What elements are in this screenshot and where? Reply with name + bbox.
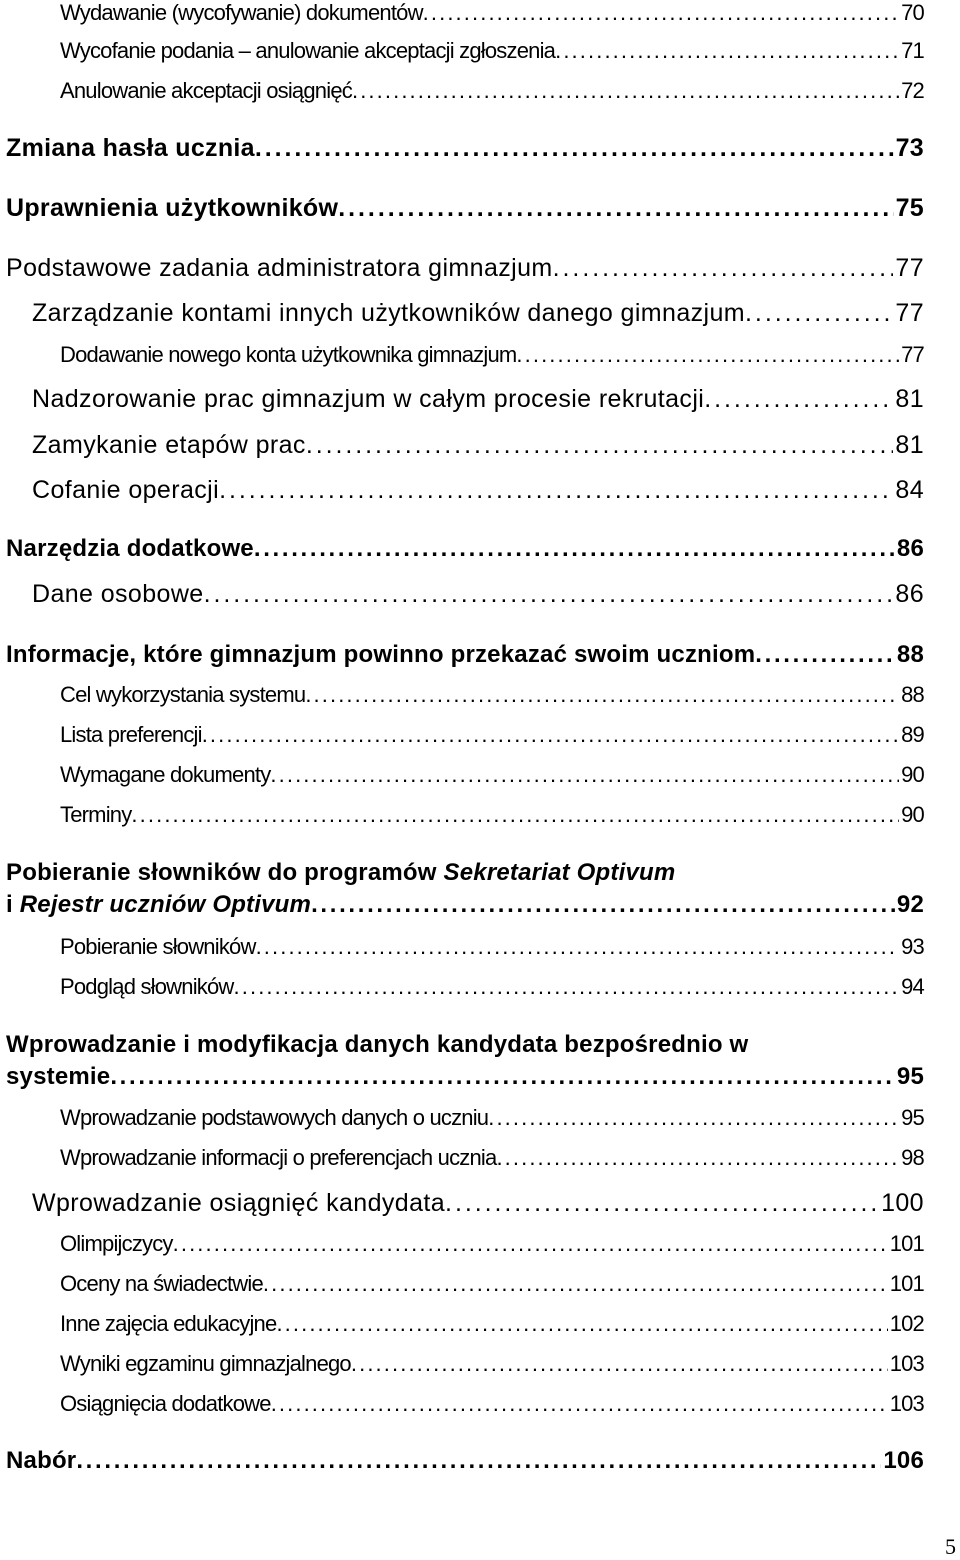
toc-entry	[60, 722, 924, 748]
toc-entry-title: Wprowadzanie podstawowych danych o uczniu	[60, 1105, 489, 1130]
toc-entry	[60, 1271, 924, 1297]
toc-entry-title: Nadzorowanie prac gimnazjum w całym procesie rekrutacji	[32, 385, 705, 413]
toc-entry	[32, 1189, 924, 1218]
toc-entry	[32, 299, 924, 328]
toc-entry-title: Uprawnienia użytkowników	[6, 194, 339, 222]
dot-leader	[204, 580, 894, 609]
toc-entry-page: 95	[901, 1105, 924, 1130]
dot-leader	[306, 431, 894, 460]
dot-leader	[351, 1351, 888, 1377]
dot-leader	[516, 342, 899, 368]
toc-entry-title: Dodawanie nowego konta użytkownika gimnazjum	[60, 342, 517, 367]
toc-entry-page: 92	[896, 891, 924, 918]
toc-entry	[6, 254, 924, 283]
dot-leader	[76, 1447, 881, 1475]
toc-entry-title: Cel wykorzystania systemu	[60, 682, 306, 707]
toc-entry	[60, 1311, 924, 1337]
dot-leader	[276, 1311, 887, 1337]
toc-entry-page: 88	[901, 682, 924, 707]
dot-leader	[553, 254, 894, 283]
toc-entry	[32, 385, 924, 414]
toc-entry-page: 94	[901, 974, 924, 999]
toc-entry-page: 88	[896, 641, 924, 668]
toc-entry-page: 90	[901, 802, 924, 827]
toc-entry-title: Wydawanie (wycofywanie) dokumentów	[60, 0, 423, 25]
page-number: 5	[945, 1534, 956, 1559]
toc-entry-page: 102	[889, 1311, 924, 1336]
toc-entry-page: 73	[895, 134, 924, 162]
toc-entry-title: Oceny na świadectwie	[60, 1271, 263, 1296]
toc-entry-title: Zamykanie etapów prac	[32, 431, 306, 459]
toc-entry	[60, 1231, 924, 1257]
toc-entry-page: 81	[895, 385, 924, 413]
toc-entry-page: 101	[889, 1231, 924, 1256]
toc-entry	[60, 1145, 924, 1171]
toc-entry-title: Podgląd słowników	[60, 974, 234, 999]
toc-entry	[60, 1391, 924, 1417]
toc-entry-title-line2: i Rejestr uczniów Optivum . . . 92	[6, 891, 924, 919]
toc-entry-title: Zarządzanie kontami innych użytkowników danego gimnazjum	[32, 299, 746, 327]
dot-leader	[445, 1189, 879, 1218]
dot-leader	[352, 78, 899, 104]
toc-entry-page: 77	[901, 342, 924, 367]
toc-entry-page: 86	[896, 535, 924, 562]
toc-entry-title: Wycofanie podania – anulowanie akceptacji zgłoszenia	[60, 38, 556, 63]
toc-entry-title: Cofanie operacji	[32, 476, 220, 504]
toc-entry-page: 84	[895, 476, 924, 504]
toc-entry-title: Wprowadzanie osiągnięć kandydata	[32, 1189, 446, 1217]
toc-entry-title: Olimpijczycy	[60, 1231, 173, 1256]
toc-entry	[60, 934, 924, 960]
toc-entry	[6, 535, 924, 563]
toc-entry	[6, 194, 924, 223]
toc-entry	[6, 641, 924, 669]
toc-entry	[32, 476, 924, 505]
toc-entry	[6, 1447, 924, 1475]
dot-leader	[219, 476, 893, 505]
toc-entry-title-line1: Wprowadzanie i modyfikacja danych kandydata bezpośrednio w	[6, 1031, 749, 1058]
toc-entry-title-line1: Pobieranie słowników do programów Sekretariat Optivum	[6, 859, 676, 886]
dot-leader	[270, 762, 899, 788]
dot-leader	[704, 385, 893, 414]
toc-entry	[6, 859, 924, 919]
toc-entry-title: Wyniki egzaminu gimnazjalnego	[60, 1351, 351, 1376]
toc-entry	[60, 1105, 924, 1131]
toc-entry-title: Narzędzia dodatkowe	[6, 535, 254, 562]
dot-leader	[263, 1271, 888, 1297]
toc-entry-page: 93	[901, 934, 924, 959]
toc-entry-page: 100	[881, 1189, 924, 1217]
toc-entry	[60, 342, 924, 368]
toc-entry	[60, 78, 924, 104]
toc-entry-page: 71	[901, 38, 924, 63]
dot-leader	[305, 682, 899, 708]
dot-leader	[488, 1105, 899, 1131]
toc-entry-page: 72	[901, 78, 924, 103]
toc-entry-page: 90	[901, 762, 924, 787]
dot-leader	[254, 535, 895, 563]
toc-entry	[60, 974, 924, 1000]
toc-entry-title: Wprowadzanie informacji o preferencjach ucznia	[60, 1145, 497, 1170]
toc-entry	[60, 38, 924, 64]
toc-entry	[6, 1031, 924, 1091]
toc-entry-title: Pobieranie słowników	[60, 934, 256, 959]
toc-entry-page: 77	[895, 299, 924, 327]
toc-entry-page: 81	[895, 431, 924, 459]
toc-entry-title: Anulowanie akceptacji osiągnięć	[60, 78, 352, 103]
dot-leader	[255, 134, 894, 163]
dot-leader	[256, 934, 900, 960]
toc-entry	[60, 682, 924, 708]
toc-entry-page: 106	[883, 1447, 924, 1474]
toc-entry	[60, 1351, 924, 1377]
toc-entry-page: 77	[895, 254, 924, 282]
toc-entry	[32, 431, 924, 460]
dot-leader	[338, 194, 893, 223]
dot-leader	[311, 891, 895, 919]
toc-entry-title: Podstawowe zadania administratora gimnazjum	[6, 254, 553, 282]
toc-entry-title: Nabór	[6, 1447, 77, 1474]
toc-entry-title: Informacje, które gimnazjum powinno przekazać swoim uczniom	[6, 641, 756, 668]
dot-leader	[131, 802, 899, 828]
dot-leader	[110, 1063, 895, 1091]
toc-entry-title: Zmiana hasła ucznia	[6, 134, 255, 162]
toc-entry-page: 101	[889, 1271, 924, 1296]
dot-leader	[496, 1145, 899, 1171]
dot-leader	[423, 0, 899, 26]
dot-leader	[755, 641, 895, 669]
toc-entry-page: 103	[889, 1391, 924, 1416]
toc-entry	[60, 802, 924, 828]
toc-entry-page: 89	[901, 722, 924, 747]
dot-leader	[555, 38, 899, 64]
toc-entry	[60, 762, 924, 788]
toc-entry-title: Inne zajęcia edukacyjne	[60, 1311, 277, 1336]
toc-entry-page: 75	[895, 194, 924, 222]
toc-entry-page: 86	[895, 580, 924, 608]
dot-leader	[234, 974, 900, 1000]
toc-entry-page: 98	[901, 1145, 924, 1170]
toc-entry-page: 95	[896, 1063, 924, 1090]
toc-entry-title: Osiągnięcia dodatkowe	[60, 1391, 271, 1416]
toc-entry	[60, 0, 924, 26]
dot-leader	[745, 299, 893, 328]
toc-entry-title: Terminy	[60, 802, 132, 827]
dot-leader	[202, 722, 899, 748]
dot-leader	[173, 1231, 888, 1257]
toc-entry-page: 70	[901, 0, 924, 25]
toc-entry-title-line2: systemie . . . 95	[6, 1063, 924, 1091]
toc-entry	[6, 134, 924, 163]
toc-entry-title: Lista preferencji	[60, 722, 202, 747]
toc-entry-title: Dane osobowe	[32, 580, 204, 608]
dot-leader	[271, 1391, 888, 1417]
toc-entry-page: 103	[889, 1351, 924, 1376]
toc-entry	[32, 580, 924, 609]
toc-entry-title: Wymagane dokumenty	[60, 762, 271, 787]
